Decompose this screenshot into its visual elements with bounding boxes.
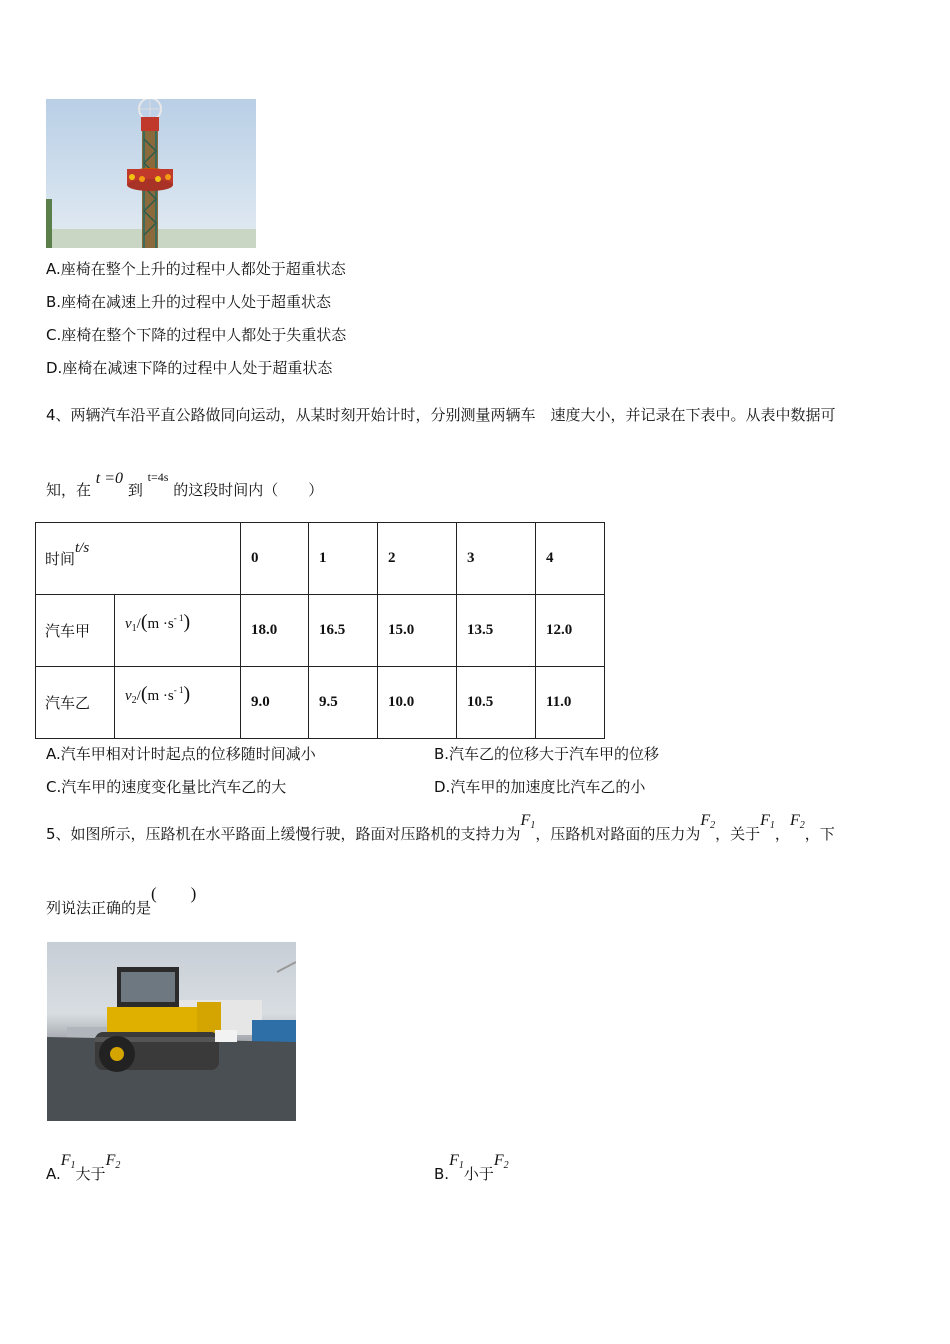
option-prefix: A. xyxy=(46,1165,61,1183)
q3-option-b: B.座椅在减速上升的过程中人处于超重状态 xyxy=(46,293,332,311)
q4-stem-line1: 4、两辆汽车沿平直公路做同向运动，从某时刻开始计时，分别测量两辆车 速度大小，并记录在下表中。从表中数据可 xyxy=(46,406,836,424)
q5-text-d: ， xyxy=(774,825,790,843)
force-symbol: F xyxy=(493,1152,504,1169)
q5-option-b xyxy=(434,1150,509,1183)
force-symbol: F xyxy=(760,812,770,829)
force-f2 xyxy=(790,812,805,829)
q5-line2-text: 列说法正确的是 xyxy=(46,899,152,917)
q5-option-a xyxy=(46,1150,121,1183)
q4-stem-prefix: 知，在 xyxy=(46,481,92,499)
force-subscript: 1 xyxy=(530,820,536,831)
force-symbol: F xyxy=(105,1152,116,1169)
time-header-label: 时间 xyxy=(45,550,76,568)
q4-option-c: C.汽车甲的速度变化量比汽车乙的大 xyxy=(46,778,287,796)
force-f1 xyxy=(449,1152,464,1169)
road-roller-illustration xyxy=(47,942,296,1121)
velocity-subscript: 2 xyxy=(131,695,137,706)
q5-stem-line2 xyxy=(46,884,196,918)
force-f2 xyxy=(700,812,715,829)
force-subscript: 1 xyxy=(458,1160,464,1171)
force-subscript: 2 xyxy=(710,820,716,831)
velocity-symbol: v xyxy=(125,688,132,704)
drop-tower-photo xyxy=(46,99,256,248)
q4-stem-to: 到 xyxy=(127,481,143,499)
speed-table xyxy=(35,522,605,739)
q3-option-a: A.座椅在整个上升的过程中人都处于超重状态 xyxy=(46,260,346,278)
value-cell: 10.0 xyxy=(378,667,457,739)
q5-text-b: ，压路机对路面的压力为 xyxy=(535,825,701,843)
force-f1 xyxy=(521,812,536,829)
table-row xyxy=(36,667,605,739)
q5-text-c: ，关于 xyxy=(715,825,761,843)
time-header-cell xyxy=(36,523,241,595)
value-cell: 10.5 xyxy=(457,667,536,739)
force-symbol: F xyxy=(449,1152,459,1169)
value-cell: 12.0 xyxy=(536,595,605,667)
time-cell: 2 xyxy=(378,523,457,595)
car-name-cell: 汽车甲 xyxy=(36,595,115,667)
force-subscript: 2 xyxy=(115,1160,121,1171)
velocity-unit: m ·s xyxy=(147,616,174,632)
velocity-unit: m ·s xyxy=(147,688,174,704)
time-cell: 0 xyxy=(241,523,309,595)
value-cell: 11.0 xyxy=(536,667,605,739)
q4-stem-line2 xyxy=(46,470,323,500)
velocity-exponent: - 1 xyxy=(173,685,184,695)
time-cell: 4 xyxy=(536,523,605,595)
force-subscript: 2 xyxy=(503,1160,509,1171)
option-relation: 小于 xyxy=(463,1165,494,1183)
drop-tower-illustration xyxy=(46,99,256,248)
q4-time-start: t =0 xyxy=(95,470,124,487)
car-name-cell: 汽车乙 xyxy=(36,667,115,739)
q3-option-c: C.座椅在整个下降的过程中人都处于失重状态 xyxy=(46,326,347,344)
velocity-symbol: v xyxy=(125,616,132,632)
time-cell: 1 xyxy=(309,523,378,595)
force-symbol: F xyxy=(700,812,711,829)
time-header-unit: t/s xyxy=(75,540,90,556)
option-relation: 大于 xyxy=(75,1165,106,1183)
value-cell: 13.5 xyxy=(457,595,536,667)
force-subscript: 2 xyxy=(799,820,805,831)
force-f2 xyxy=(494,1152,509,1169)
force-symbol: F xyxy=(789,812,800,829)
q4-option-a: A.汽车甲相对计时起点的位移随时间减小 xyxy=(46,745,316,763)
force-f2 xyxy=(106,1152,121,1169)
value-cell: 15.0 xyxy=(378,595,457,667)
value-cell: 9.0 xyxy=(241,667,309,739)
force-subscript: 1 xyxy=(70,1160,76,1171)
force-symbol: F xyxy=(520,812,531,829)
velocity-unit-expression: $v_1/(m \cdot s^{- 1})$ xyxy=(125,611,191,634)
q5-text-a: 5、如图所示，压路机在水平路面上缓慢行驶，路面对压路机的支持力为 xyxy=(46,825,521,843)
q4-option-d: D.汽车甲的加速度比汽车乙的小 xyxy=(434,778,646,796)
force-f1 xyxy=(61,1152,76,1169)
velocity-unit-cell xyxy=(115,595,241,667)
q4-time-end: t=4s xyxy=(147,470,169,484)
q5-answer-paren: ( ) xyxy=(151,884,197,903)
q3-option-d: D.座椅在减速下降的过程中人处于超重状态 xyxy=(46,359,333,377)
q5-stem-line1 xyxy=(46,810,835,844)
value-cell: 9.5 xyxy=(309,667,378,739)
road-roller-photo xyxy=(47,942,296,1121)
q4-option-b: B.汽车乙的位移大于汽车甲的位移 xyxy=(434,745,660,763)
velocity-unit-expression: $v_2/(m \cdot s^{- 1})$ xyxy=(125,683,191,706)
value-cell: 16.5 xyxy=(309,595,378,667)
value-cell: 18.0 xyxy=(241,595,309,667)
velocity-subscript: 1 xyxy=(131,623,137,634)
velocity-exponent: - 1 xyxy=(173,613,184,623)
force-symbol: F xyxy=(60,1152,71,1169)
table-header-row xyxy=(36,523,605,595)
velocity-unit-cell xyxy=(115,667,241,739)
option-prefix: B. xyxy=(434,1165,450,1183)
time-cell: 3 xyxy=(457,523,536,595)
force-subscript: 1 xyxy=(769,820,775,831)
q5-text-e: ，下 xyxy=(804,825,835,843)
q4-stem-suffix: 的这段时间内（ ） xyxy=(173,481,324,499)
table-row xyxy=(36,595,605,667)
force-f1 xyxy=(760,812,775,829)
